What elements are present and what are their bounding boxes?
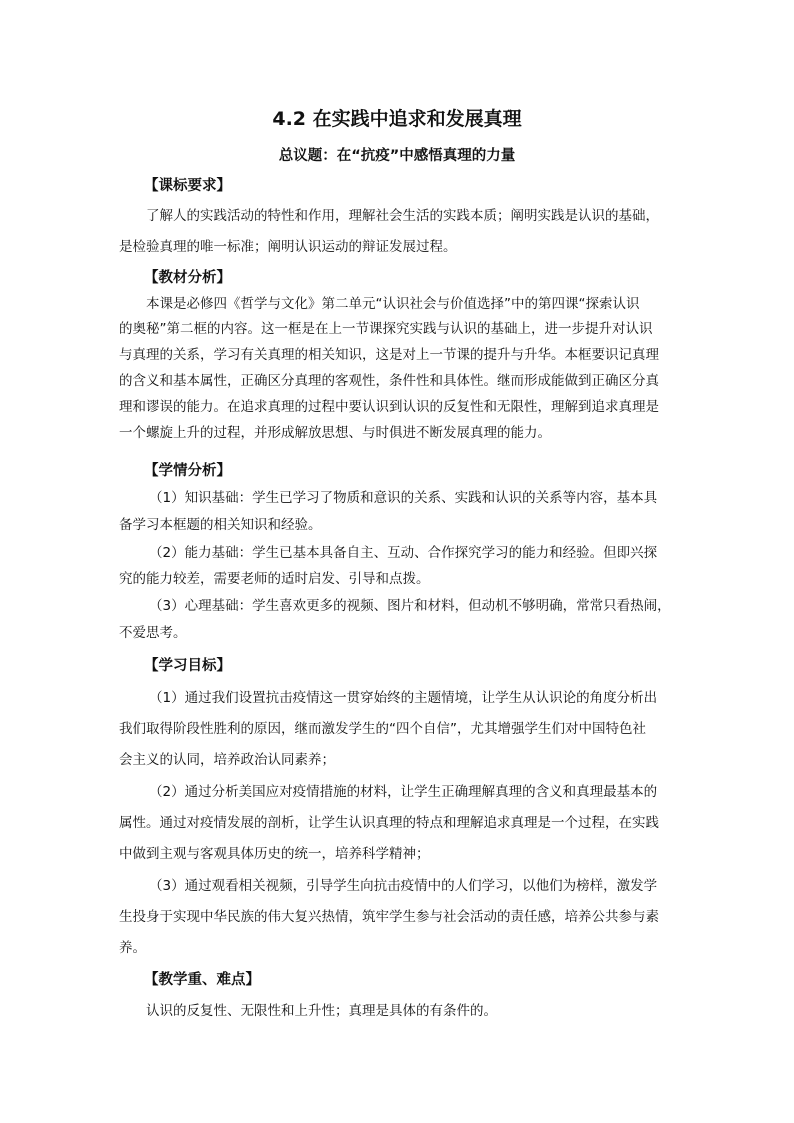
paragraph-line: 生投身于实现中华民族的伟大复兴热情，筑牢学生参与社会活动的责任感，培养公共参与素 <box>119 909 659 925</box>
paragraph-line: 究的能力较差，需要老师的适时启发、引导和点拨。 <box>119 571 430 587</box>
paragraph-line: 与真理的关系，学习有关真理的相关知识，这是对上一节课的提升与升华。本框要识记真理 <box>119 347 659 363</box>
paragraph-line: 的奥秘”第二框的内容。这一框是在上一节课探究实践与认识的基础上，进一步提升对认识 <box>119 321 653 337</box>
section-heading-curriculum: 【课标要求】 <box>144 178 231 194</box>
section-heading-learners: 【学情分析】 <box>144 463 231 479</box>
paragraph-line: 的含义和基本属性，正确区分真理的客观性，条件性和具体性。继而形成能做到正确区分真 <box>119 373 659 389</box>
page-title: 4.2 在实践中追求和发展真理 <box>272 108 522 130</box>
paragraph-line: 认识的反复性、无限性和上升性；真理是具体的有条件的。 <box>146 1003 497 1019</box>
paragraph-line: （3）通过观看相关视频，引导学生向抗击疫情中的人们学习，以他们为榜样，激发学 <box>149 878 658 894</box>
page-subtitle: 总议题：在“抗疫”中感悟真理的力量 <box>278 148 516 164</box>
paragraph-line: 中做到主观与客观具体历史的统一，培养科学精神； <box>119 846 430 862</box>
section-heading-objectives: 【学习目标】 <box>144 658 231 674</box>
paragraph-line: 养。 <box>119 940 146 956</box>
paragraph-line: （1）知识基础：学生已学习了物质和意识的关系、实践和认识的关系等内容，基本具 <box>149 490 658 506</box>
paragraph-line: 了解人的实践活动的特性和作用，理解社会生活的实践本质；阐明实践是认识的基础， <box>146 208 659 224</box>
section-heading-textbook: 【教材分析】 <box>144 270 231 286</box>
paragraph-line: 我们取得阶段性胜利的原因，继而激发学生的“四个自信”，尤其增强学生们对中国特色社 <box>119 721 646 737</box>
paragraph-line: （1）通过我们设置抗击疫情这一贯穿始终的主题情境，让学生从认识论的角度分析出 <box>149 690 658 706</box>
paragraph-line: 会主义的认同，培养政治认同素养； <box>119 752 335 768</box>
paragraph-line: 理和谬误的能力。在追求真理的过程中要认识到认识的反复性和无限性，理解到追求真理是 <box>119 399 659 415</box>
paragraph-line: 是检验真理的唯一标准；阐明认识运动的辩证发展过程。 <box>119 239 457 255</box>
paragraph-line: （2）通过分析美国应对疫情措施的材料，让学生正确理解真理的含义和真理最基本的 <box>149 784 658 800</box>
paragraph-line: 备学习本框题的相关知识和经验。 <box>119 517 322 533</box>
paragraph-line: 一个螺旋上升的过程，并形成解放思想、与时俱进不断发展真理的能力。 <box>119 425 551 441</box>
paragraph-line: 本课是必修四《哲学与文化》第二单元“认识社会与价值选择”中的第四课“探索认识 <box>146 296 640 312</box>
paragraph-line: 属性。通过对疫情发展的剖析，让学生认识真理的特点和理解追求真理是一个过程，在实践 <box>119 815 659 831</box>
paragraph-line: 不爱思考。 <box>119 625 187 641</box>
paragraph-line: （3）心理基础：学生喜欢更多的视频、图片和材料，但动机不够明确，常常只看热闹， <box>149 598 671 614</box>
paragraph-line: （2）能力基础：学生已基本具备自主、互动、合作探究学习的能力和经验。但即兴探 <box>149 545 658 561</box>
section-heading-keypoints: 【教学重、难点】 <box>144 972 260 988</box>
